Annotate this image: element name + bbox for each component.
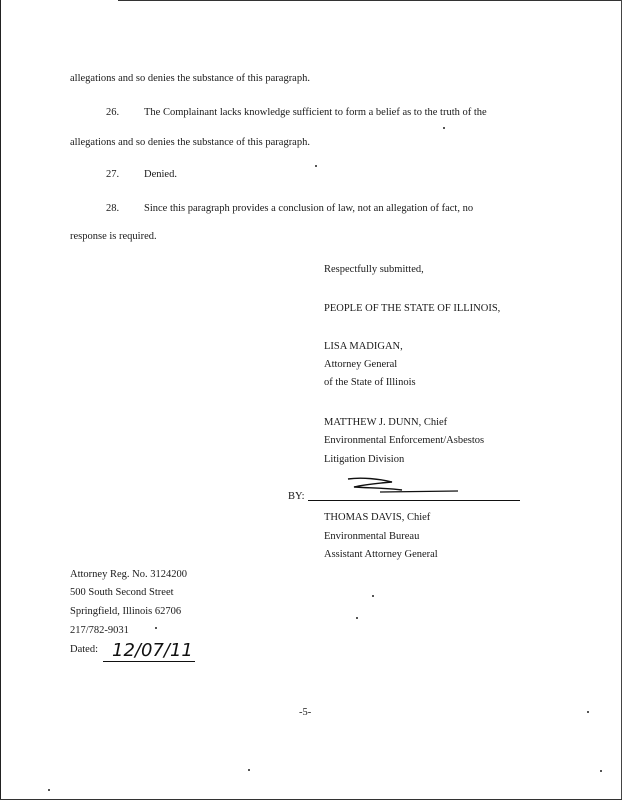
scan-speck [372, 595, 374, 597]
dated-label: Dated: [70, 644, 98, 655]
paragraph-continuation: allegations and so denies the substance of this paragraph. [70, 73, 310, 84]
attorney-general-title: Attorney General [324, 359, 398, 370]
svg-text:12/07/11: 12/07/11 [112, 640, 193, 661]
scan-speck [587, 711, 589, 713]
signer-title: Assistant Attorney General [324, 549, 438, 560]
scan-edge-left [0, 0, 1, 800]
signature-line [308, 500, 520, 501]
signer-bureau: Environmental Bureau [324, 531, 420, 542]
scan-speck [48, 789, 50, 791]
scan-speck [356, 617, 358, 619]
by-label: BY: [288, 491, 305, 502]
page-number: -5- [299, 707, 312, 718]
street-address: 500 South Second Street [70, 587, 174, 598]
paragraph-28-number: 28. [106, 203, 120, 214]
dated-line [103, 661, 195, 662]
scan-speck [600, 770, 602, 772]
phone-number: 217/782-9031 [70, 625, 129, 636]
scan-speck [248, 769, 250, 771]
signer-name: THOMAS DAVIS, Chief [324, 512, 431, 523]
division-chief-name: MATTHEW J. DUNN, Chief [324, 417, 448, 428]
handwritten-signature [340, 474, 465, 498]
paragraph-26-number: 26. [106, 107, 120, 118]
scan-speck [315, 165, 317, 167]
closing: Respectfully submitted, [324, 264, 424, 275]
division-name-line2: Litigation Division [324, 454, 405, 465]
attorney-general-name: LISA MADIGAN, [324, 341, 403, 352]
scan-speck [443, 127, 445, 129]
paragraph-28-line1: Since this paragraph provides a conclusion of law, not an allegation of fact, no [144, 203, 474, 214]
paragraph-26-line1: The Complainant lacks knowledge sufficient to form a belief as to the truth of the [144, 107, 487, 118]
division-name-line1: Environmental Enforcement/Asbestos [324, 435, 485, 446]
city-state-zip: Springfield, Illinois 62706 [70, 606, 182, 617]
paragraph-27-number: 27. [106, 169, 120, 180]
attorney-general-state: of the State of Illinois [324, 377, 416, 388]
paragraph-27-text: Denied. [144, 169, 177, 180]
scan-speck [155, 627, 157, 629]
scan-edge-top [118, 0, 622, 1]
paragraph-26-line2: allegations and so denies the substance of this paragraph. [70, 137, 310, 148]
paragraph-28-line2: response is required. [70, 231, 157, 242]
handwritten-date [112, 637, 196, 661]
attorney-reg-number: Attorney Reg. No. 3124200 [70, 569, 187, 580]
party-name: PEOPLE OF THE STATE OF ILLINOIS, [324, 303, 501, 314]
